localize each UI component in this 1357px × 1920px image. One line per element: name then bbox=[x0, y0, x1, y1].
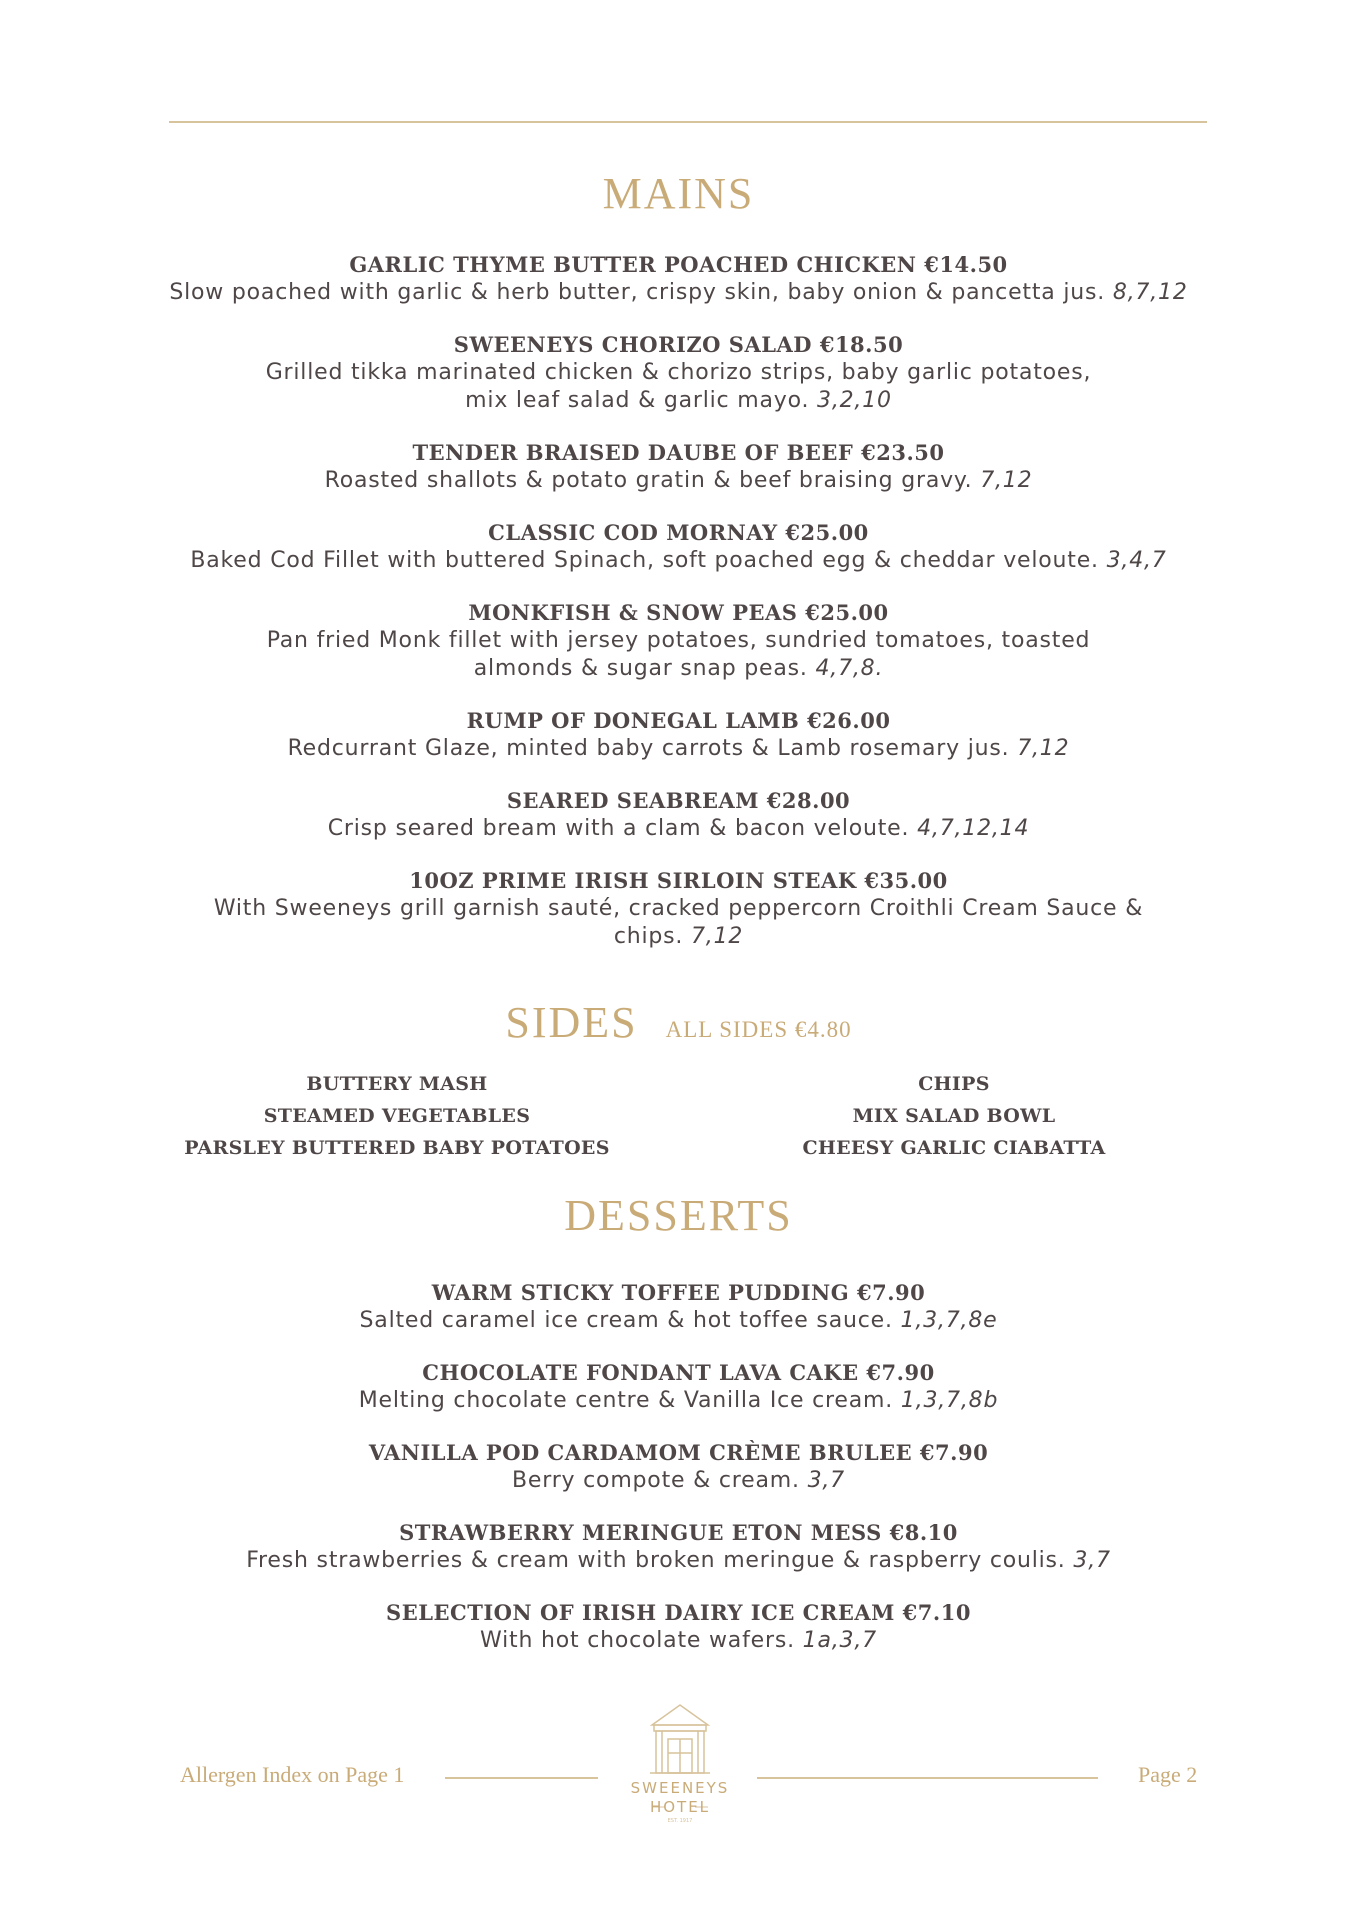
menu-item bbox=[0, 1279, 1357, 1335]
item-name: SEARED SEABREAM €28.00 bbox=[506, 788, 851, 813]
menu-item bbox=[0, 1359, 1357, 1415]
mains-list bbox=[0, 251, 1357, 975]
allergen-codes: 1,3,7,8e bbox=[900, 1308, 998, 1333]
item-name: CLASSIC COD MORNAY €25.00 bbox=[488, 520, 869, 545]
item-name: SWEENEYS CHORIZO SALAD €18.50 bbox=[453, 332, 904, 357]
menu-item bbox=[0, 787, 1357, 843]
hotel-logo bbox=[600, 1695, 760, 1825]
item-description: Melting chocolate centre & Vanilla Ice cream. 1,3,7,8b bbox=[358, 1388, 999, 1413]
item-description: Slow poached with garlic & herb butter, crispy skin, baby onion & pancetta jus. 8,7,12 bbox=[169, 280, 1188, 305]
sides-right-column bbox=[694, 1068, 1214, 1164]
desserts-list bbox=[0, 1279, 1357, 1679]
item-name: TENDER BRAISED DAUBE OF BEEF €23.50 bbox=[412, 440, 945, 465]
menu-item bbox=[0, 1599, 1357, 1655]
side-item: CHIPS bbox=[918, 1073, 990, 1095]
allergen-codes: 7,12 bbox=[1017, 736, 1070, 761]
menu-item bbox=[0, 599, 1357, 683]
item-name: STRAWBERRY MERINGUE ETON MESS €8.10 bbox=[399, 1520, 958, 1545]
item-description: Grilled tikka marinated chicken & chorizo strips, baby garlic potatoes, mix leaf salad & garlic mayo. 3,2,10 bbox=[265, 360, 1092, 413]
item-description: With hot chocolate wafers. 1a,3,7 bbox=[480, 1628, 877, 1653]
top-divider bbox=[169, 121, 1207, 123]
allergen-codes: 3,4,7 bbox=[1106, 548, 1167, 573]
menu-item bbox=[0, 1439, 1357, 1495]
side-item: BUTTERY MASH bbox=[306, 1073, 488, 1095]
item-description: Baked Cod Fillet with buttered Spinach, soft poached egg & cheddar veloute. 3,4,7 bbox=[190, 548, 1167, 573]
item-description: Redcurrant Glaze, minted baby carrots & Lamb rosemary jus. 7,12 bbox=[287, 736, 1070, 761]
item-description: With Sweeneys grill garnish sauté, cracked peppercorn Croithli Cream Sauce & chips. 7,12 bbox=[213, 896, 1144, 949]
item-name: RUMP OF DONEGAL LAMB €26.00 bbox=[466, 708, 891, 733]
item-description: Pan fried Monk fillet with jersey potatoes, sundried tomatoes, toasted almonds & sugar snap peas. 4,7,8. bbox=[266, 628, 1091, 681]
item-name: GARLIC THYME BUTTER POACHED CHICKEN €14.50 bbox=[349, 252, 1008, 277]
item-name: VANILLA POD CARDAMOM CRÈME BRULEE €7.90 bbox=[368, 1440, 989, 1465]
menu-item bbox=[0, 867, 1357, 951]
item-description: Crisp seared bream with a clam & bacon veloute. 4,7,12,14 bbox=[327, 816, 1030, 841]
item-description: Roasted shallots & potato gratin & beef braising gravy. 7,12 bbox=[324, 468, 1033, 493]
item-name: CHOCOLATE FONDANT LAVA CAKE €7.90 bbox=[422, 1360, 935, 1385]
logo-name: SWEENEYS bbox=[630, 1779, 730, 1797]
item-name: 10OZ PRIME IRISH SIRLOIN STEAK €35.00 bbox=[409, 868, 948, 893]
menu-item bbox=[0, 251, 1357, 307]
item-description: Berry compote & cream. 3,7 bbox=[512, 1468, 845, 1493]
hotel-building-icon bbox=[600, 1695, 760, 1825]
desserts-heading: DESSERTS bbox=[564, 1191, 793, 1240]
sides-heading bbox=[0, 997, 1357, 1048]
footer-rule-left bbox=[445, 1777, 598, 1779]
mains-heading: MAINS bbox=[602, 169, 755, 218]
allergen-codes: 4,7,12,14 bbox=[917, 816, 1030, 841]
allergen-codes: 7,12 bbox=[690, 924, 744, 949]
page-number: Page 2 bbox=[1138, 1762, 1198, 1787]
allergen-codes: 1,3,7,8b bbox=[900, 1388, 999, 1413]
item-name: SELECTION OF IRISH DAIRY ICE CREAM €7.10 bbox=[386, 1600, 971, 1625]
sides-price-note: ALL SIDES €4.80 bbox=[665, 1017, 852, 1042]
side-item: STEAMED VEGETABLES bbox=[263, 1105, 531, 1127]
side-item: CHEESY GARLIC CIABATTA bbox=[802, 1137, 1106, 1159]
logo-hotel: HOTEL bbox=[649, 1798, 711, 1816]
sides-title: SIDES bbox=[505, 998, 638, 1047]
menu-item bbox=[0, 519, 1357, 575]
item-name: WARM STICKY TOFFEE PUDDING €7.90 bbox=[431, 1280, 926, 1305]
footer-rule-right bbox=[757, 1777, 1098, 1779]
side-item: PARSLEY BUTTERED BABY POTATOES bbox=[184, 1137, 610, 1159]
menu-item bbox=[0, 707, 1357, 763]
allergen-codes: 1a,3,7 bbox=[802, 1628, 877, 1653]
item-description: Fresh strawberries & cream with broken meringue & raspberry coulis. 3,7 bbox=[246, 1548, 1111, 1573]
menu-item bbox=[0, 1519, 1357, 1575]
allergen-codes: 3,7 bbox=[1073, 1548, 1111, 1573]
item-name: MONKFISH & SNOW PEAS €25.00 bbox=[468, 600, 889, 625]
allergen-index-note: Allergen Index on Page 1 bbox=[180, 1762, 405, 1787]
sides-left-column bbox=[137, 1068, 657, 1164]
allergen-codes: 3,7 bbox=[807, 1468, 845, 1493]
side-item: MIX SALAD BOWL bbox=[852, 1105, 1056, 1127]
allergen-codes: 8,7,12 bbox=[1112, 280, 1188, 305]
allergen-codes: 3,2,10 bbox=[817, 388, 892, 413]
allergen-codes: 4,7,8. bbox=[815, 656, 884, 681]
menu-item bbox=[0, 439, 1357, 495]
logo-established: EST. 1917 bbox=[667, 1818, 693, 1824]
allergen-codes: 7,12 bbox=[980, 468, 1033, 493]
item-description: Salted caramel ice cream & hot toffee sauce. 1,3,7,8e bbox=[359, 1308, 998, 1333]
menu-item bbox=[0, 331, 1357, 415]
